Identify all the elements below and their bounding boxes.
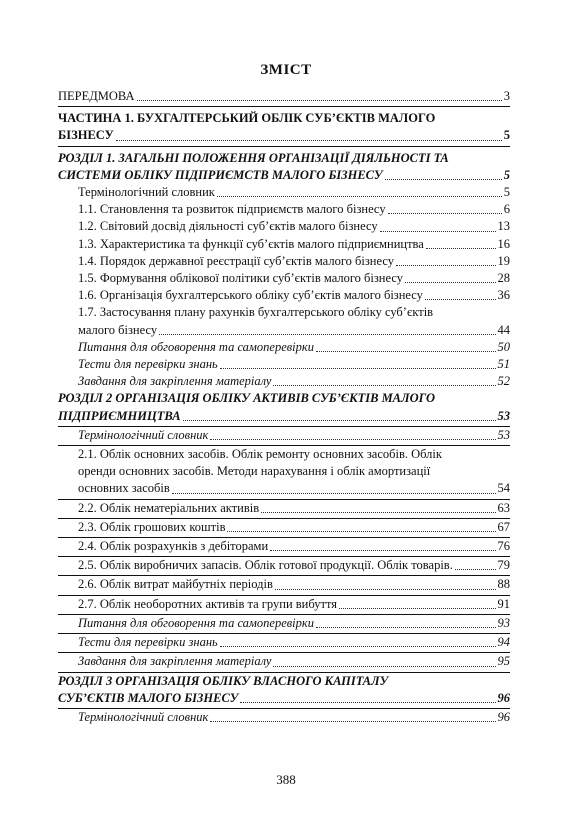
toc-entry-glossary[interactable] <box>58 184 510 201</box>
toc-entry-section[interactable] <box>58 557 510 574</box>
toc-entry-title: 2.3. Облік грошових коштів <box>78 519 226 534</box>
toc-leader-dots <box>385 179 502 180</box>
toc-entry-title: 1.6. Організація бухгалтерського обліку суб’єктів малого бізнесу <box>78 288 423 303</box>
toc-entry-title: ПІДПРИЄМНИЦТВА <box>58 408 181 423</box>
toc-page-number: 36 <box>497 288 510 303</box>
toc-entry-title-line: 1.7. Застосування плану рахунків бухгалтерського обліку суб’єктів <box>78 305 434 320</box>
toc-page-number: 91 <box>497 596 510 611</box>
toc-entry-section[interactable] <box>58 304 510 338</box>
toc-entry-tests[interactable] <box>58 634 510 651</box>
toc-page-number: 88 <box>497 577 510 592</box>
toc-page-number: 16 <box>497 236 510 251</box>
toc-entry-glossary[interactable] <box>58 709 510 726</box>
toc-leader-dots <box>339 608 495 609</box>
toc-entry-title: 1.3. Характеристика та функції суб’єктів малого підприємництва <box>78 236 424 251</box>
toc-page-number: 53 <box>497 408 510 423</box>
toc-entry-chapter-3[interactable] <box>58 673 510 707</box>
toc-page-number: 5 <box>503 185 510 200</box>
toc-leader-dots <box>220 368 496 369</box>
toc-entry-title: СИСТЕМИ ОБЛІКУ ПІДПРИЄМСТВ МАЛОГО БІЗНЕСУ <box>58 167 383 182</box>
toc-entry-title: Термінологічний словник <box>78 709 209 724</box>
toc-entry-title: 1.2. Світовий досвід діяльності суб’єктів малого бізнесу <box>78 219 378 234</box>
toc-entry-title: СУБ’ЄКТІВ МАЛОГО БІЗНЕСУ <box>58 690 239 705</box>
page-number: 388 <box>276 772 296 787</box>
toc-entry-part-1[interactable] <box>58 110 510 144</box>
toc-entry-section[interactable] <box>58 500 510 517</box>
toc-entry-glossary[interactable] <box>58 427 510 444</box>
toc-entry-review-questions[interactable] <box>58 339 510 356</box>
toc-leader-dots <box>210 439 495 440</box>
toc-entry-review-questions[interactable] <box>58 615 510 632</box>
toc-leader-dots <box>227 531 495 532</box>
toc-entry-title-line: 2.1. Облік основних засобів. Облік ремонту основних засобів. Облік <box>78 447 442 462</box>
toc-page-number: 53 <box>497 427 510 442</box>
toc-entry-title-line: РОЗДІЛ 2 ОРГАНІЗАЦІЯ ОБЛІКУ АКТИВІВ СУБ’ЄКТІВ МАЛОГО <box>58 391 436 406</box>
toc-entry-section[interactable] <box>58 218 510 235</box>
toc-page-number: 13 <box>497 219 510 234</box>
toc-page-number: 76 <box>497 539 510 554</box>
toc-page-number: 63 <box>497 500 510 515</box>
toc-leader-dots <box>137 100 502 101</box>
toc-leader-dots <box>183 420 496 421</box>
toc-entry-title: 1.5. Формування облікової політики суб’єктів малого бізнесу <box>78 271 403 286</box>
toc-page-number: 3 <box>503 89 510 103</box>
toc-entry-section[interactable] <box>58 201 510 218</box>
toc-entry-title: основних засобів <box>78 481 170 496</box>
toc-leader-dots <box>172 493 496 494</box>
toc-entry-title: 1.4. Порядок державної реєстрації суб’єктів малого бізнесу <box>78 253 394 268</box>
toc-page-number: 5 <box>503 128 510 143</box>
toc-entry-title: 2.5. Облік виробничих запасів. Облік готової продукції. Облік товарів. <box>78 558 453 573</box>
toc-leader-dots <box>116 140 502 141</box>
toc-entry-title-line: оренди основних засобів. Методи нарахування і облік амортизації <box>78 464 431 479</box>
toc-page-number: 96 <box>497 690 510 705</box>
toc-entry-title: Тести для перевірки знань <box>78 635 218 650</box>
toc-entry-section[interactable] <box>58 596 510 613</box>
toc-page-number: 19 <box>497 253 510 268</box>
toc-leader-dots <box>270 550 495 551</box>
toc-leader-dots <box>273 385 495 386</box>
toc-entry-section[interactable] <box>58 576 510 593</box>
toc-page-number: 52 <box>497 374 510 389</box>
toc-entry-title: малого бізнесу <box>78 322 158 337</box>
toc-page-number: 5 <box>503 167 510 182</box>
toc-entry-section[interactable] <box>58 287 510 304</box>
toc-entry-assignments[interactable] <box>58 373 510 390</box>
toc-entry-title: 2.2. Облік нематеріальних активів <box>78 500 260 515</box>
toc-entry-title: Термінологічний словник <box>78 185 215 200</box>
toc-entry-title-line: РОЗДІЛ 1. ЗАГАЛЬНІ ПОЛОЖЕННЯ ОРГАНІЗАЦІЇ ДІЯЛЬНОСТІ ТА <box>58 150 449 165</box>
toc-leader-dots <box>316 351 496 352</box>
toc-leader-dots <box>426 248 496 249</box>
toc-entry-assignments[interactable] <box>58 653 510 670</box>
toc-entry-title: БІЗНЕСУ <box>58 128 114 143</box>
toc-page-number: 94 <box>497 635 510 650</box>
toc-entry-title: Завдання для закріплення матеріалу <box>78 374 272 389</box>
toc-leader-dots <box>261 512 495 513</box>
toc-entry-title: Питання для обговорення та самоперевірки <box>78 339 314 354</box>
toc-leader-dots <box>405 282 496 283</box>
toc-page-number: 6 <box>503 202 510 217</box>
toc-entry-title: 1.1. Становлення та розвиток підприємств малого бізнесу <box>78 202 386 217</box>
toc-leader-dots <box>425 299 496 300</box>
toc-entry-title: Тести для перевірки знань <box>78 357 218 372</box>
toc-entry-tests[interactable] <box>58 356 510 373</box>
toc-entry-chapter-2[interactable] <box>58 390 510 424</box>
toc-entry-title: Термінологічний словник <box>78 427 209 442</box>
toc-entry-title: 2.7. Облік необоротних активів та групи вибуття <box>78 596 338 611</box>
toc-leader-dots <box>388 213 502 214</box>
toc-entry-section[interactable] <box>58 519 510 536</box>
toc-page-number: 50 <box>497 339 510 354</box>
table-of-contents <box>58 88 510 726</box>
toc-leader-dots <box>275 589 496 590</box>
toc-entry-title: 2.4. Облік розрахунків з дебіторами <box>78 539 269 554</box>
toc-entry-foreword[interactable] <box>58 88 510 105</box>
toc-entry-section[interactable] <box>58 236 510 253</box>
toc-entry-title: Завдання для закріплення матеріалу <box>78 654 272 669</box>
toc-entry-title: 2.6. Облік витрат майбутніх періодів <box>78 577 273 592</box>
toc-leader-dots <box>396 265 496 266</box>
toc-entry-title-line: РОЗДІЛ 3 ОРГАНІЗАЦІЯ ОБЛІКУ ВЛАСНОГО КАПІТАЛУ <box>58 673 389 688</box>
toc-entry-section[interactable] <box>58 446 510 498</box>
toc-leader-dots <box>210 721 495 722</box>
toc-leader-dots <box>380 231 496 232</box>
toc-page-number: 93 <box>497 615 510 630</box>
toc-page-number: 79 <box>497 558 510 573</box>
toc-leader-dots <box>240 702 495 703</box>
toc-leader-dots <box>316 627 496 628</box>
toc-entry-chapter-1[interactable] <box>58 150 510 184</box>
toc-page-number: 95 <box>497 654 510 669</box>
page-title: ЗМІСТ <box>260 62 312 78</box>
toc-leader-dots <box>217 196 502 197</box>
toc-page-number: 54 <box>497 481 510 496</box>
toc-entry-section[interactable] <box>58 253 510 270</box>
toc-leader-dots <box>455 569 496 570</box>
toc-page-number: 96 <box>497 709 510 724</box>
toc-entry-title-line: ЧАСТИНА 1. БУХГАЛТЕРСЬКИЙ ОБЛІК СУБ’ЄКТІВ МАЛОГО <box>58 111 436 126</box>
toc-entry-title: ПЕРЕДМОВА <box>58 89 135 103</box>
toc-page-number: 51 <box>497 357 510 372</box>
toc-page-number: 44 <box>497 322 510 337</box>
toc-entry-section[interactable] <box>58 270 510 287</box>
toc-entry-title: Питання для обговорення та самоперевірки <box>78 615 314 630</box>
toc-page-number: 28 <box>497 271 510 286</box>
toc-page-number: 67 <box>497 519 510 534</box>
toc-leader-dots <box>159 334 495 335</box>
toc-leader-dots <box>273 666 495 667</box>
toc-entry-section[interactable] <box>58 538 510 555</box>
toc-leader-dots <box>220 646 496 647</box>
